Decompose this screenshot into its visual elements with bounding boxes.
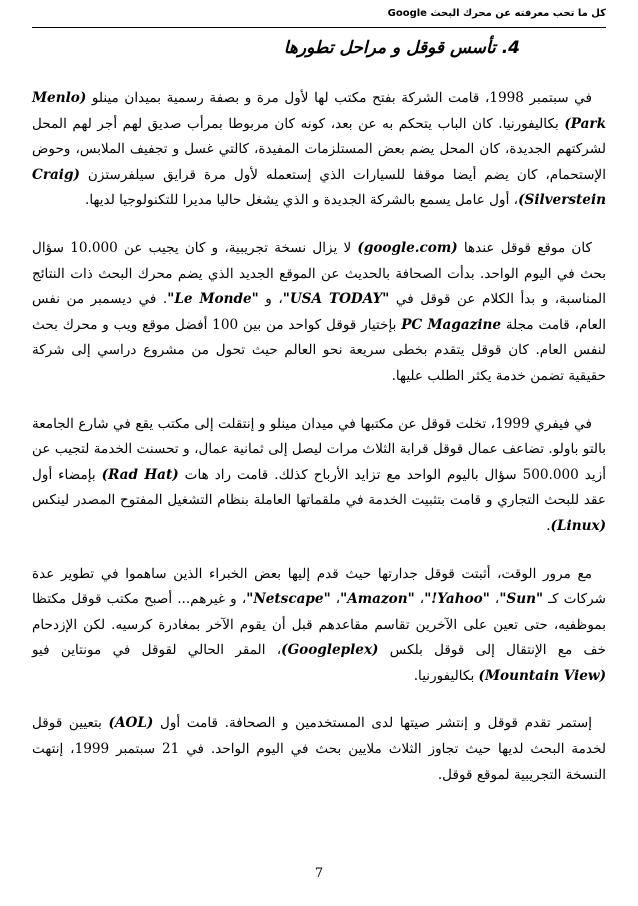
text-segment: في سبتمبر 1998، قامت الشركة بفتح مكتب لها لأول مرة و بصفة رسمية بميدان مينلو xyxy=(86,90,592,106)
latin-term: (Menlo Park) xyxy=(32,90,606,132)
latin-term: "Le Monde" xyxy=(167,291,259,308)
paragraph xyxy=(32,412,606,540)
text-segment: بتعيين قوقل لخدمة البحث لديها حيث تجاوز الثلاث ملايين بحث في اليوم الواحد. في 21 سبتمبر 1999، إنتهت النسخة التجريبية لموقع قوقل. xyxy=(32,715,606,783)
text-segment: ، xyxy=(414,591,425,608)
latin-term: (google.com) xyxy=(357,239,458,256)
latin-term: (Craig Silverstein) xyxy=(32,166,606,209)
paragraph xyxy=(32,236,606,390)
paragraph xyxy=(32,711,606,788)
latin-term: (Googleplex) xyxy=(281,642,379,659)
running-header: كل ما تحب معرفته عن محرك البحث Google xyxy=(387,8,606,19)
text-segment: ، و غيرهم... أصبح مكتب قوقل مكتظا بموظفيه، حتى تعين على الآخرين تقاسم مقاعدهم قبل أن يقوم الآخر بمغادرة كرسيه. لكن الإزدحام خف مع الإنتقال إلى قوقل بلكس xyxy=(32,591,606,659)
text-segment: ، و xyxy=(258,291,283,308)
text-segment: مع مرور الوقت، أثبتت قوقل جدارتها حيث قدم إليها بعض الخبراء الذين ساهموا في تطوير عدة شركات كـ xyxy=(32,565,606,608)
latin-term: PC Magazine xyxy=(401,316,502,333)
text-segment: كان موقع قوقل عندها xyxy=(457,239,593,256)
latin-term: (Mountain View) xyxy=(478,667,606,684)
text-segment: بإختيار قوقل كواحد من بين 100 أفضل موقع ويب و محرك بحث لنفس العام. كان قوقل يتقدم بخطى سريعة نحو العالم حيث تحول من مشروع دراسي إلى شركة حقيقية تضمن خدمة يكثر الطلب عليها. xyxy=(32,316,606,384)
text-segment: ، أول عامل يسمع بالشركة الجديدة و الذي يشغل حاليا مديرا للتكنولوجيا لديها. xyxy=(85,192,519,209)
latin-term: (AOL) xyxy=(108,715,154,732)
latin-term: (Rad Hat) xyxy=(101,466,179,483)
header-rule xyxy=(32,27,606,28)
text-segment: . في ديسمبر من نفس العام، قامت مجلة xyxy=(32,291,607,333)
latin-term: "USA TODAY" xyxy=(282,291,390,308)
paragraph xyxy=(32,86,606,214)
text-segment: إستمر تقدم قوقل و إنتشر صيتها لدى المستخدمين و الصحافة. قامت أول xyxy=(153,715,593,732)
section-title: 4. تأسس قوقل و مراحل تطورها xyxy=(283,38,520,58)
text-segment: ، xyxy=(489,591,500,608)
text-segment: لا يزال نسخة تجريبية، و كان يجيب عن 10.000 سؤال بحث في اليوم الواحد. بدأت الصحافة بالحديث عن الموقع الجديد الذي يضم محرك البحث ذات النتائج المناسبة، و بدأ الكلام عن قوقل في xyxy=(32,239,606,308)
text-segment: ، xyxy=(330,591,341,608)
text-segment: بكاليفورنيا. كان الباب يتحكم به عن بعد، كونه كان مربوطا بمرأب صديق لهم أجر لهم المحل لشركتهم الجديدة، كان المحل يضم بعض المستلزمات المفيدة، كالتي غسل و تجفيف الملابس، وحوض الإستحمام، كان يضم أيضا موقفا للسيارات الذي إستعمله لأول مرة قرايق سيلفرستزن xyxy=(32,115,606,183)
latin-term: "Amazon" xyxy=(340,591,415,608)
paragraph xyxy=(32,562,606,690)
latin-term: (Linux) xyxy=(550,517,606,534)
text-segment: . xyxy=(546,517,551,534)
text-segment: بإمضاء أول عقد للبحث التجاري و قامت بتثبيت الخدمة في ملقماتها العاملة بنظام التشغيل المفتوح المصدر لينكس xyxy=(32,466,606,509)
latin-term: "Yahoo!" xyxy=(424,591,490,608)
text-segment: في فيفري 1999، تخلت قوقل عن مكتبها في ميدان مينلو و إنتقلت إلى مكتب يقع في شارع الجامعة بالتو باولو. تضاعف عمال قوقل قرابة الثلاث مرات ليصل إلى ثمانية عمال، و تحسنت الخدمة لتجيب عن أزيد 500.000 سؤال باليوم الواحد مع تزايد الأرباح كذلك. قامت راد هات xyxy=(32,415,606,483)
text-segment: ، المقر الحالي لقوقل في مونتاين فيو xyxy=(32,642,282,659)
latin-term: "Sun" xyxy=(499,591,544,608)
latin-term: "Netscape" xyxy=(246,591,331,608)
page-number: 7 xyxy=(314,866,324,881)
text-segment: بكاليفورنيا. xyxy=(413,667,479,684)
body-text xyxy=(32,86,606,810)
